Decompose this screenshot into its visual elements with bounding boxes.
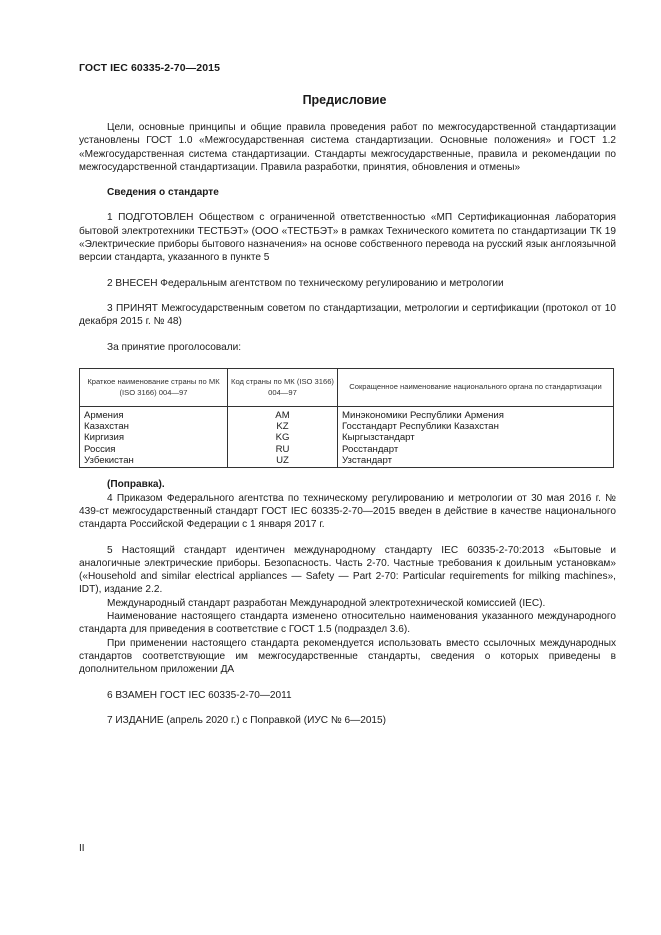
- body-cell: Узстандарт: [338, 455, 614, 468]
- code-cell: RU: [228, 444, 338, 455]
- voting-table-header: [80, 368, 614, 406]
- body-cell: Минэкономики Республики Армения: [338, 406, 614, 421]
- item-4: 4 Приказом Федерального агентства по техническому регулированию и метрологии от 30 мая 2016 г. № 439-ст межгосударственный стандарт ГОСТ IEC 60335-2-70—2015 введен в действие в качестве национального стандарта Российской Федерации с 1 января 2017 г.: [79, 492, 616, 531]
- header-code: Код страны по МК (ISO 3166) 004—97: [228, 368, 338, 406]
- vote-intro: За принятие проголосовали:: [107, 341, 242, 353]
- table-row: [80, 455, 614, 468]
- country-cell: Армения: [80, 406, 228, 421]
- item-5-paragraph-4: При применении настоящего стандарта рекомендуется использовать вместо ссылочных международных стандартов соответствующие им межгосударственные стандарты, сведения о которых приведены в дополнительном приложении ДА: [79, 637, 616, 676]
- country-cell: Россия: [80, 444, 228, 455]
- table-row: [80, 406, 614, 421]
- body-cell: Госстандарт Республики Казахстан: [338, 421, 614, 432]
- voting-table: [79, 368, 614, 468]
- header-country: Краткое наименование страны по МК (ISO 3166) 004—97: [80, 368, 228, 406]
- country-cell: Киргизия: [80, 432, 228, 443]
- code-cell: KG: [228, 432, 338, 443]
- code-cell: KZ: [228, 421, 338, 432]
- item-5-paragraph-3: Наименование настоящего стандарта изменено относительно наименования указанного международного стандарта для приведения в соответствие с ГОСТ 1.5 (подраздел 3.6).: [79, 611, 616, 636]
- item-5: 5 Настоящий стандарт идентичен международному стандарту IEC 60335-2-70:2013 «Бытовые и аналогичные электрические приборы. Безопасность. Часть 2-70. Частные требования к доильным установкам» («Household and similar electrical appliances — Safety — Part 2-70: Particular requirements for milking machines», IDT), издание 2.2.: [79, 544, 616, 596]
- intro-paragraph: Цели, основные принципы и общие правила проведения работ по межгосударственной стандартизации установлены ГОСТ 1.0 «Межгосударственная система стандартизации. Основные положения» и ГОСТ 1.2 «Межгосударственная система стандартизации. Стандарты межгосударственные, правила и рекомендации по межгосударственной стандартизации. Правила разработки, принятия, обновления и отмены»: [79, 122, 616, 173]
- body-cell: Росстандарт: [338, 444, 614, 455]
- page-title: Предисловие: [302, 93, 387, 107]
- code-cell: UZ: [228, 455, 338, 468]
- item-2: 2 ВНЕСЕН Федеральным агентством по техническому регулированию и метрологии: [107, 277, 504, 289]
- table-row: [80, 444, 614, 455]
- table-row: [80, 421, 614, 432]
- page-number: II: [79, 843, 85, 854]
- info-heading: Сведения о стандарте: [107, 187, 219, 199]
- country-cell: Казахстан: [80, 421, 228, 432]
- header-body: Сокращенное наименование национального органа по стандартизации: [338, 368, 614, 406]
- document-body: [79, 121, 616, 727]
- item-1: 1 ПОДГОТОВЛЕН Обществом с ограниченной ответственностью «МП Сертификационная лаборатория бытовой электротехники ТЕСТБЭТ» (ООО «ТЕСТБЭТ» в рамках Технического комитета по стандартизации ТК 19 «Электрические приборы бытового назначения» на основе собственного перевода на русский язык англоязычной версии стандарта, указанного в пункте 5: [79, 212, 616, 264]
- item-5-paragraph-2: Международный стандарт разработан Международной электротехнической комиссией (IEC).: [107, 597, 546, 609]
- table-row: [80, 432, 614, 443]
- document-header: ГОСТ IEC 60335-2-70—2015: [79, 62, 221, 74]
- body-cell: Кыргызстандарт: [338, 432, 614, 443]
- code-cell: AM: [228, 406, 338, 421]
- item-3: 3 ПРИНЯТ Межгосударственным советом по стандартизации, метрологии и сертификации (протокол от 10 декабря 2015 г. № 48): [79, 302, 616, 328]
- item-7: 7 ИЗДАНИЕ (апрель 2020 г.) с Поправкой (ИУС № 6—2015): [107, 714, 387, 726]
- item-6: 6 ВЗАМЕН ГОСТ IEC 60335-2-70—2011: [107, 689, 292, 701]
- amendment-label: (Поправка).: [107, 479, 165, 491]
- country-cell: Узбекистан: [80, 455, 228, 468]
